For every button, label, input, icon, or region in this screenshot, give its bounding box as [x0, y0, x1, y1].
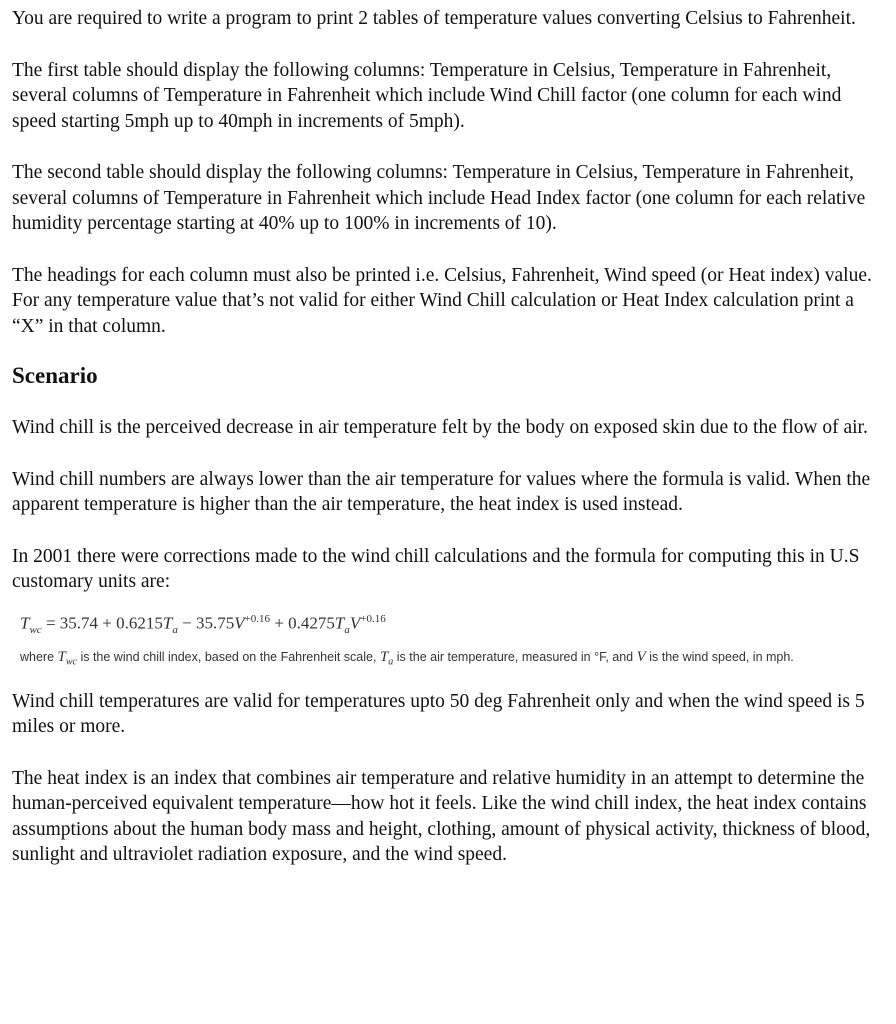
caption-ta-sub: a [388, 656, 394, 667]
corrections-paragraph: In 2001 there were corrections made to the wind chill calculations and the formula for computing this in U.S customary units are: [12, 545, 860, 592]
wind-chill-definition-paragraph: Wind chill is the perceived decrease in air temperature felt by the body on exposed skin due to the flow of air. [12, 417, 868, 438]
formula-ta-sub-2: a [344, 623, 350, 636]
caption-text-2: is the air temperature, measured in °F, and [393, 649, 637, 664]
caption-v-var: V [636, 648, 646, 665]
formula-exponent-2: +0.16 [360, 612, 386, 625]
formula-twc-var: T [20, 613, 30, 633]
caption-ta-var: T [379, 648, 389, 665]
formula-part-2: − 35.75 [177, 613, 235, 633]
caption-twc-var: T [57, 648, 66, 665]
caption-text-3: is the wind speed, in mph. [645, 649, 794, 664]
wind-chill-formula [20, 613, 386, 636]
formula-v-var-1: V [234, 613, 245, 633]
formula-exponent-1: +0.16 [244, 612, 271, 625]
second-table-paragraph: The second table should display the following columns: Temperature in Celsius, Temperature in Fahrenheit, several columns of Temperature in Fahrenheit which include Head Index factor (one column for each relative humidity percentage starting at 40% up to 100% in increments of 10). [12, 162, 866, 234]
formula-v-var-2: V [349, 613, 361, 633]
section-heading-scenario: Scenario [12, 363, 98, 388]
formula-part-1: = 35.74 + 0.6215 [41, 613, 163, 633]
caption-twc-sub: wc [65, 656, 77, 667]
heat-index-paragraph: The heat index is an index that combines air temperature and relative humidity in an attempt to determine the human-perceived equivalent temperature—how hot it feels. Like the wind chill index, the heat index contains assumptions about the human body mass and height, clothing, amount of physical activity, thickness of blood, sunlight and ultraviolet radiation exposure, and the wind speed. [12, 767, 871, 865]
formula-block [20, 613, 884, 673]
caption-text-1: is the wind chill index, based on the Fahrenheit scale, [76, 649, 380, 664]
formula-caption [20, 649, 794, 668]
formula-ta-var: T [162, 613, 173, 633]
document-page [12, 6, 884, 868]
validity-paragraph: Wind chill temperatures are valid for temperatures upto 50 deg Fahrenheit only and when the wind speed is 5 miles or more. [12, 690, 865, 737]
headings-paragraph: The headings for each column must also be printed i.e. Celsius, Fahrenheit, Wind speed (or Heat index) value. For any temperature value that’s not valid for either Wind Chill calculation or Heat Index calculation print a “X” in that column. [12, 264, 872, 337]
wind-chill-lower-paragraph: Wind chill numbers are always lower than the air temperature for values where the formula is valid. When the apparent temperature is higher than the air temperature, the heat index is used instead. [12, 468, 871, 515]
formula-ta-sub: a [172, 623, 178, 636]
caption-where: where [20, 649, 58, 664]
formula-part-3: + 0.4275 [270, 613, 335, 633]
first-table-paragraph: The first table should display the following columns: Temperature in Celsius, Temperature in Fahrenheit, several columns of Temperature in Fahrenheit which include Wind Chill factor (one column for each wind speed starting 5mph up to 40mph in increments of 5mph). [12, 59, 842, 132]
intro-paragraph: You are required to write a program to print 2 tables of temperature values converting Celsius to Fahrenheit. [12, 8, 856, 29]
formula-twc-sub: wc [29, 623, 42, 636]
formula-ta-var-2: T [334, 613, 345, 633]
